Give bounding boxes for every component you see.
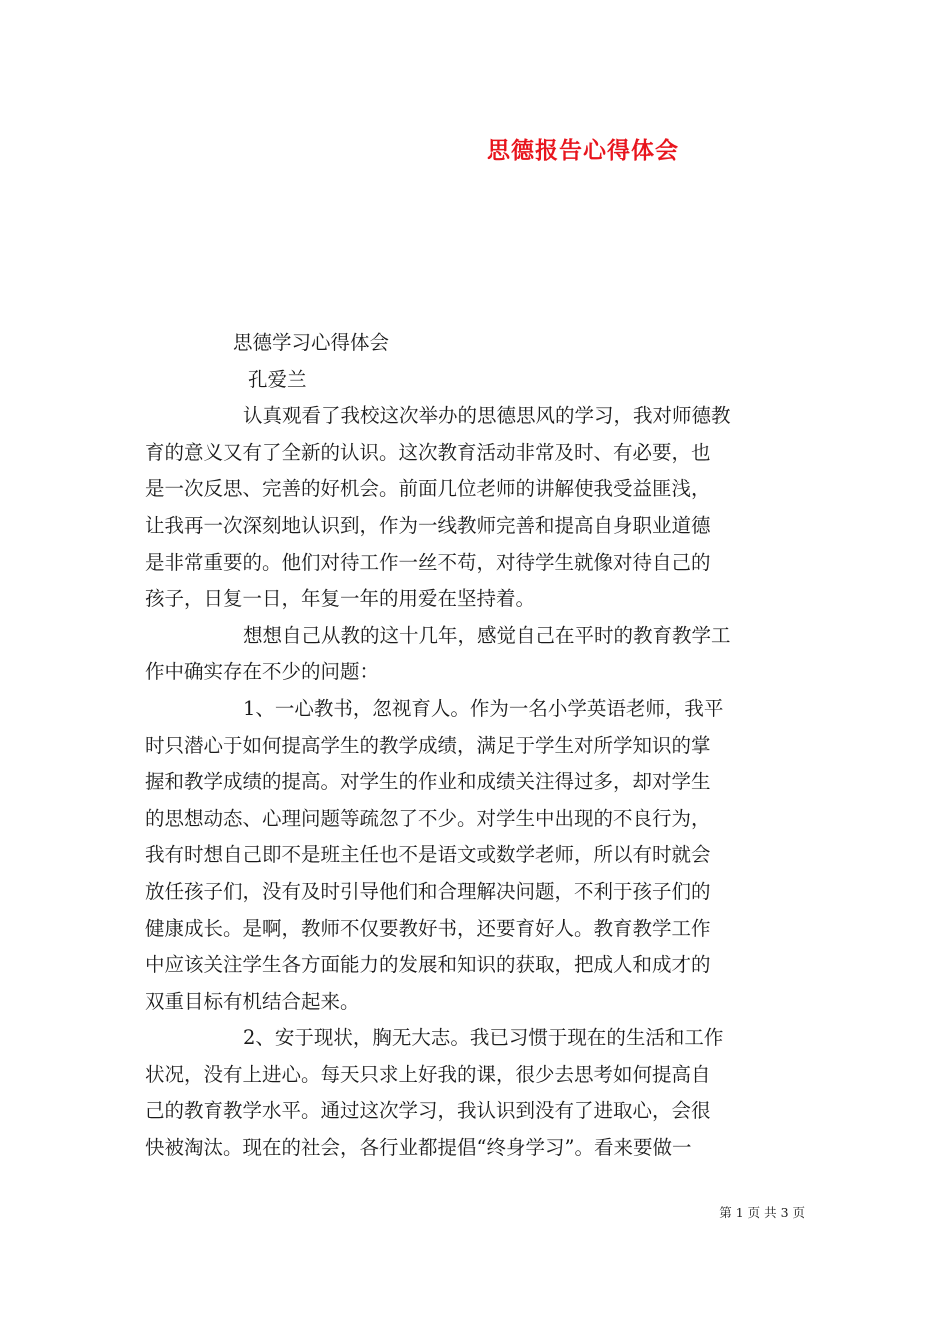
paragraph-line: 状况，没有上进心。每天只求上好我的课，很少去思考如何提高自 (145, 1062, 711, 1086)
paragraph-line: 认真观看了我校这次举办的思德思风的学习，我对师德教 (243, 404, 731, 428)
paragraph-line: 2、安于现状，胸无大志。我已习惯于现在的生活和工作 (243, 1026, 724, 1050)
paragraph-3 (145, 691, 805, 1020)
paragraph-line: 己的教育教学水平。通过这次学习，我认识到没有了进取心，会很 (145, 1099, 711, 1123)
paragraph-line: 的思想动态、心理问题等疏忽了不少。对学生中出现的不良行为， (145, 806, 711, 830)
paragraph-line: 双重目标有机结合起来。 (145, 989, 360, 1013)
paragraph-line: 放任孩子们，没有及时引导他们和合理解决问题，不利于孩子们的 (145, 879, 711, 903)
paragraph-line: 我有时想自己即不是班主任也不是语文或数学老师，所以有时就会 (145, 843, 711, 867)
paragraph-line: 是非常重要的。他们对待工作一丝不苟，对待学生就像对待自己的 (145, 550, 711, 574)
document-body (145, 325, 805, 1167)
paragraph-line: 让我再一次深刻地认识到，作为一线教师完善和提高自身职业道德 (145, 513, 711, 537)
paragraph-4 (145, 1020, 805, 1166)
page-number: 第 1 页 共 3 页 (719, 1205, 805, 1220)
paragraph-line: 孩子，日复一日，年复一年的用爱在坚持着。 (145, 587, 536, 611)
paragraph-line: 中应该关注学生各方面能力的发展和知识的获取，把成人和成才的 (145, 953, 711, 977)
paragraph-line: 作中确实存在不少的问题： (145, 660, 380, 684)
paragraph-2 (145, 618, 805, 691)
document-title: 思德报告心得体会 (487, 137, 679, 164)
document-author: 孔爱兰 (248, 367, 307, 391)
paragraph-line: 握和教学成绩的提高。对学生的作业和成绩关注得过多，却对学生 (145, 770, 711, 794)
paragraph-line: 1、一心教书，忽视育人。作为一名小学英语老师，我平 (243, 696, 724, 720)
paragraph-1 (145, 398, 805, 618)
paragraph-line: 健康成长。是啊，教师不仅要教好书，还要育好人。教育教学工作 (145, 916, 711, 940)
paragraph-line: 想想自己从教的这十几年，感觉自己在平时的教育教学工 (243, 623, 731, 647)
paragraph-line: 育的意义又有了全新的认识。这次教育活动非常及时、有必要，也 (145, 440, 711, 464)
paragraph-line: 时只潜心于如何提高学生的教学成绩，满足于学生对所学知识的掌 (145, 733, 711, 757)
document-subtitle: 思德学习心得体会 (233, 331, 390, 354)
paragraph-line: 快被淘汰。现在的社会，各行业都提倡“终身学习”。看来要做一 (145, 1136, 692, 1160)
paragraph-line: 是一次反思、完善的好机会。前面几位老师的讲解使我受益匪浅， (145, 477, 711, 501)
